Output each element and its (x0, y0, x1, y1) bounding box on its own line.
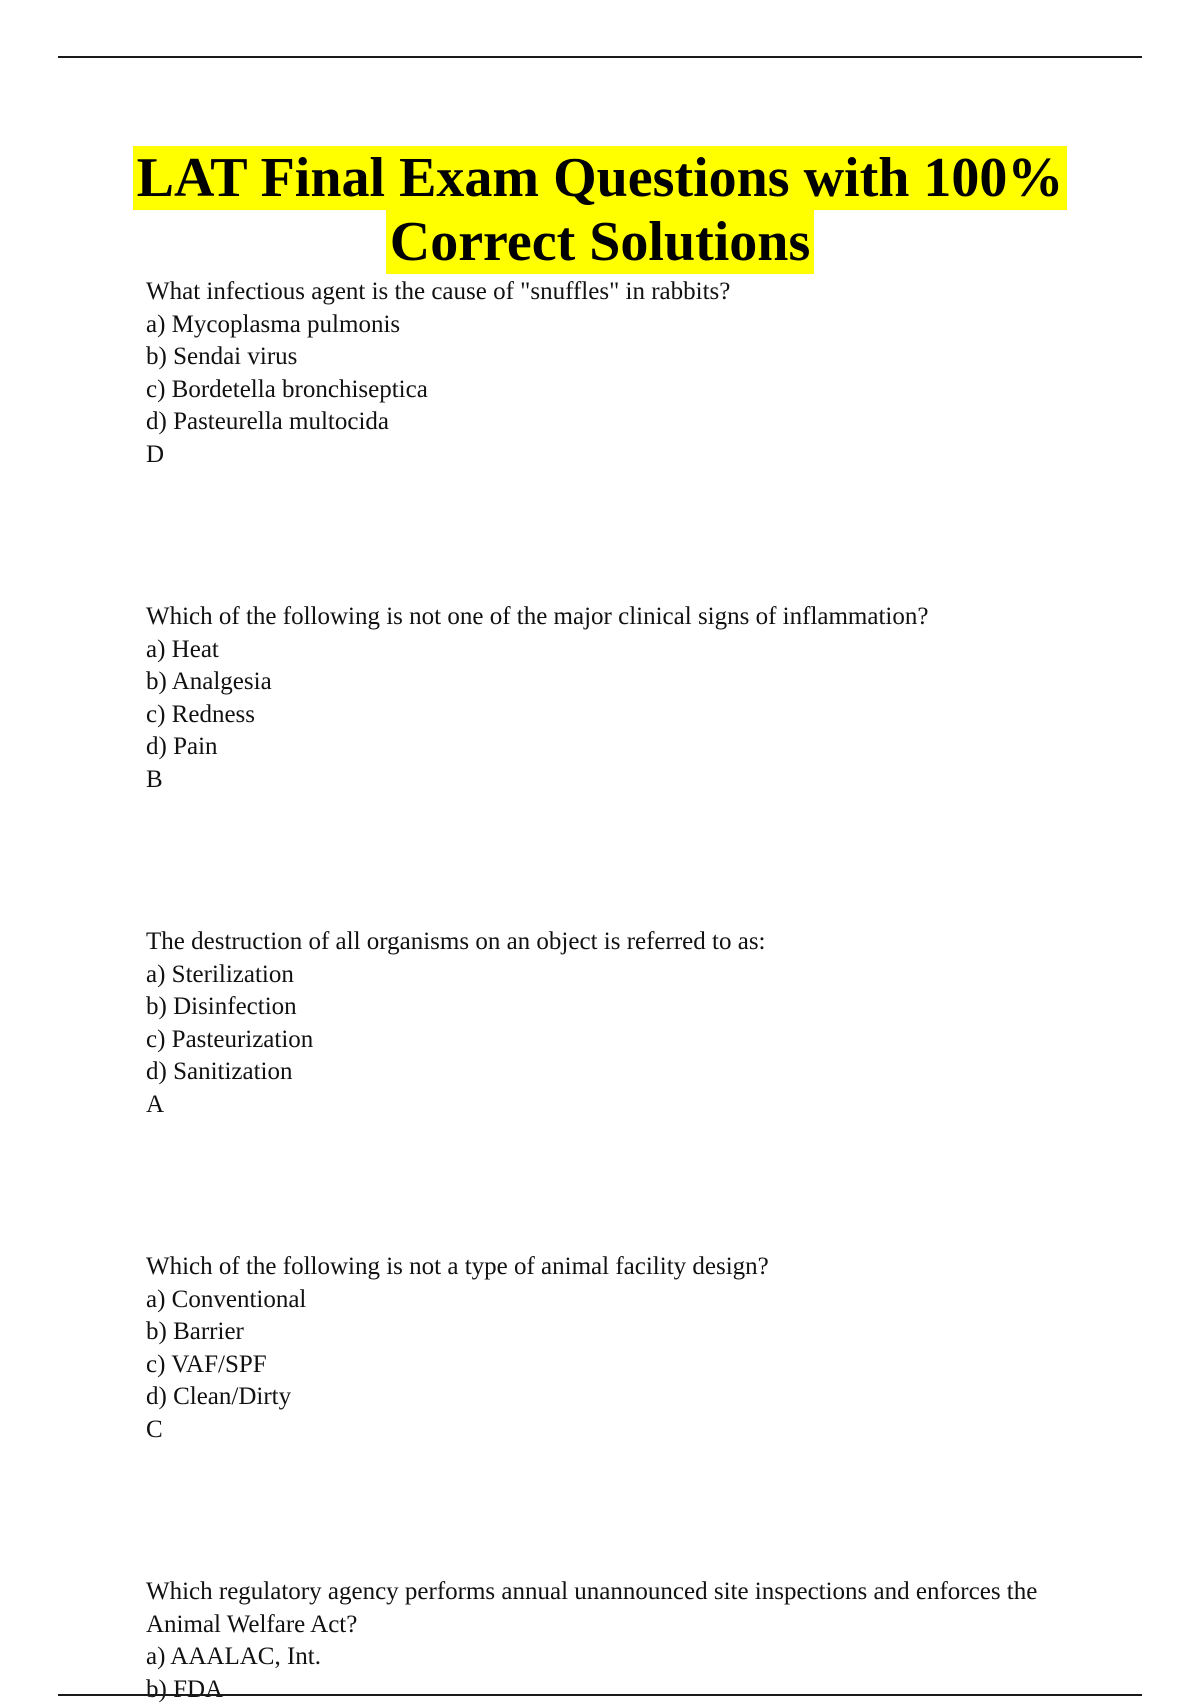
header-rule (58, 56, 1142, 58)
question-3 (146, 926, 1066, 1121)
option-a: a) Mycoplasma pulmonis (146, 309, 1066, 342)
option-c: c) VAF/SPF (146, 1349, 1066, 1382)
question-5 (146, 1576, 1066, 1706)
document-title (0, 146, 1200, 274)
option-c: c) Redness (146, 699, 1066, 732)
question-prompt: Which of the following is not one of the major clinical signs of inflammation? (146, 601, 1066, 634)
answer: C (146, 1414, 1066, 1447)
spacer (146, 796, 1066, 926)
question-prompt: What infectious agent is the cause of "snuffles" in rabbits? (146, 276, 1066, 309)
question-2 (146, 601, 1066, 796)
option-b: b) Barrier (146, 1316, 1066, 1349)
option-b: b) Analgesia (146, 666, 1066, 699)
footer-rule (58, 1694, 1142, 1696)
option-c: c) Bordetella bronchiseptica (146, 374, 1066, 407)
option-c: c) Pasteurization (146, 1024, 1066, 1057)
option-d: d) Pain (146, 731, 1066, 764)
option-b: b) Disinfection (146, 991, 1066, 1024)
option-a: a) Conventional (146, 1284, 1066, 1317)
question-prompt: Which of the following is not a type of animal facility design? (146, 1251, 1066, 1284)
option-a: a) AAALAC, Int. (146, 1641, 1066, 1674)
answer: A (146, 1089, 1066, 1122)
option-d: d) Pasteurella multocida (146, 406, 1066, 439)
spacer (146, 1446, 1066, 1576)
option-b: b) FDA (146, 1674, 1066, 1706)
title-line-2: Correct Solutions (386, 210, 815, 274)
question-4 (146, 1251, 1066, 1446)
answer: B (146, 764, 1066, 797)
option-d: d) Clean/Dirty (146, 1381, 1066, 1414)
question-prompt: Which regulatory agency performs annual unannounced site inspections and enforces the Animal Welfare Act? (146, 1576, 1046, 1641)
option-a: a) Sterilization (146, 959, 1066, 992)
question-list (146, 276, 1066, 1706)
answer: D (146, 439, 1066, 472)
option-b: b) Sendai virus (146, 341, 1066, 374)
title-line-1: LAT Final Exam Questions with 100% (133, 146, 1068, 210)
option-d: d) Sanitization (146, 1056, 1066, 1089)
question-prompt: The destruction of all organisms on an object is referred to as: (146, 926, 1066, 959)
question-1 (146, 276, 1066, 471)
spacer (146, 1121, 1066, 1251)
spacer (146, 471, 1066, 601)
option-a: a) Heat (146, 634, 1066, 667)
